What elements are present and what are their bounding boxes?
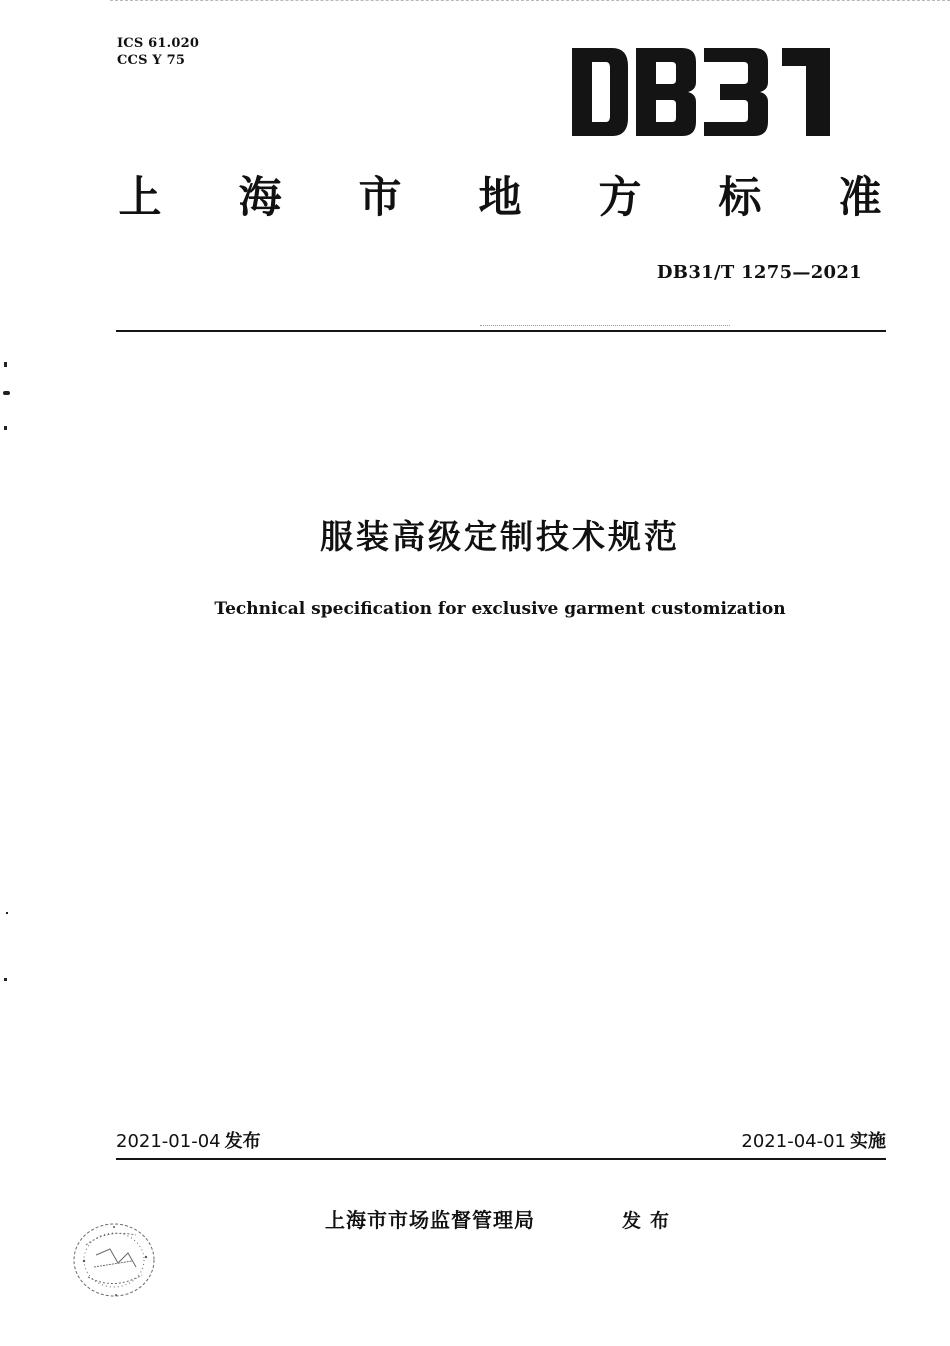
- header-divider: [116, 330, 886, 332]
- standard-type-char: 地: [478, 173, 522, 223]
- footer-divider: [116, 1158, 886, 1160]
- issue-label: 发布: [224, 1131, 261, 1152]
- ics-code: ICS 61.020: [117, 36, 200, 51]
- scan-speck: [4, 426, 7, 430]
- db31-logo-icon: [568, 44, 834, 140]
- standard-type-char: 方: [598, 173, 642, 223]
- issuing-authority: 上海市市场监督管理局: [325, 1208, 535, 1232]
- top-edge-dashes: [110, 0, 950, 1]
- standard-type-char: 海: [238, 173, 282, 223]
- standard-type-char: 标: [718, 173, 762, 223]
- implementation-label: 实施: [850, 1131, 886, 1152]
- standard-type-char: 准: [838, 173, 882, 223]
- scan-speck: [6, 912, 8, 914]
- english-title: Technical specification for exclusive garment customization: [214, 599, 786, 619]
- issue-date-line: [116, 1129, 261, 1155]
- standard-type-heading: [100, 168, 900, 228]
- scan-noise-line: [480, 325, 730, 326]
- standard-number: DB31/T 1275—2021: [656, 262, 862, 283]
- standard-type-char: 市: [358, 173, 402, 223]
- ccs-code: CCS Y 75: [117, 53, 186, 68]
- scan-speck: [3, 391, 10, 395]
- issuing-action: 发布: [622, 1210, 679, 1232]
- standard-type-char: 上: [118, 173, 162, 223]
- scan-speck: [4, 362, 7, 367]
- implementation-date-line: [741, 1129, 886, 1155]
- implementation-date: 2021-04-01: [741, 1131, 846, 1152]
- chinese-title: 服装高级定制技术规范: [320, 517, 680, 556]
- circular-seal-icon: [66, 1215, 162, 1305]
- scan-speck: [4, 978, 7, 981]
- issue-date: 2021-01-04: [116, 1131, 221, 1152]
